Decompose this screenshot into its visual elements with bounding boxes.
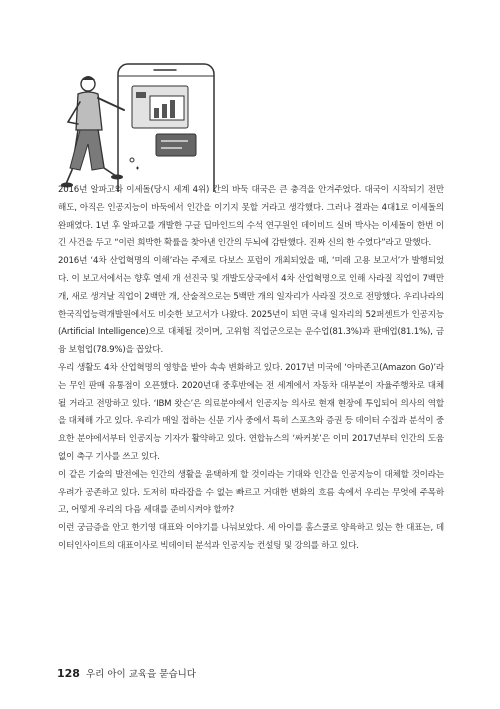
paragraph: 2016년 알파고와 이세돌(당시 세계 4위) 간의 바둑 대국은 큰 충격을 안겨주었다. 대국이 시작되기 전만 해도, 아직은 인공지능이 바둑에서 인간을 이기지 못할 거라고 생각했다. 그러나 결과는 4대1로 이세돌의 완패였다. 1년 후 알파고를 개발한 구글 딥마인드의 수석 연구원인 데이비드 실버 박사는 이세돌이 한번 이긴 사건을 두고 “이런 희박한 확률을 찾아낸 인간의 두뇌에 감탄했다. 진짜 신의 한 수였다”라고 말했다. [58,185,444,249]
page-footer [57,666,196,680]
person-with-smartphone-icon [58,62,218,192]
smartphone-user-illustration [58,62,218,192]
paragraph: 2016년 ‘4차 산업혁명의 이해’라는 주제로 다보스 포럼이 개최되었을 때, ‘미래 고용 보고서’가 발행되었다. 이 보고서에서는 향후 열세 개 선진국 및 개발도상국에서 4차 산업혁명으로 인해 사라질 직업이 7백만 개, 새로 생겨날 직업이 2백만 개, 산술적으로는 5백만 개의 일자리가 사라질 것으로 전망했다. 우리나라의 한국직업능력개발원에서도 비슷한 보고서가 나왔다. 2025년이 되면 국내 일자리의 52퍼센트가 인공지능(Artificial Intelligence)으로 대체될 것이며, 고위험 직업군으로는 운수업(81.3%)과 판매업(81.1%), 금융 보험업(78.9%)을 꼽았다. [58,256,444,356]
article-body [58,182,444,556]
page-number: 128 [57,667,80,680]
paragraph: 이런 궁금증을 안고 한기영 대표와 이야기를 나눠보았다. 세 아이를 홈스쿨로 양육하고 있는 한 대표는, 데이터인사이트의 대표이사로 빅데이터 분석과 인공지능 컨설팅 및 강의를 하고 있다. [58,523,444,551]
paragraph: 이 같은 기술의 발전에는 인간의 생활을 윤택하게 할 것이라는 기대와 인간을 인공지능이 대체할 것이라는 우려가 공존하고 있다. 도저히 따라잡을 수 없는 빠르고 거대한 변화의 흐름 속에서 우리는 무엇에 주목하고, 어떻게 우리의 다음 세대를 준비시켜야 할까? [58,469,444,516]
paragraph: 우리 생활도 4차 산업혁명의 영향을 받아 속속 변화하고 있다. 2017년 미국에 ‘아마존고(Amazon Go)’라는 무인 판매 유통점이 오픈했다. 2020년대 중후반에는 전 세계에서 자동차 대부분이 자율주행차로 대체될 거라고 전망하고 있다. ‘IBM 왓슨’은 의료분야에서 인공지능 의사로 현재 현장에 투입되어 의사의 역할을 대체해 가고 있다. 우리가 매일 접하는 신문 기사 중에서 특히 스포츠와 증권 등 데이터 수집과 분석이 중요한 분야에서부터 인공지능 기자가 활약하고 있다. 연합뉴스의 ‘싸커봇’은 이미 2017년부터 인간의 도움 없이 축구 기사를 쓰고 있다. [58,362,444,462]
book-title: 우리 아이 교육을 묻습니다 [85,669,196,680]
